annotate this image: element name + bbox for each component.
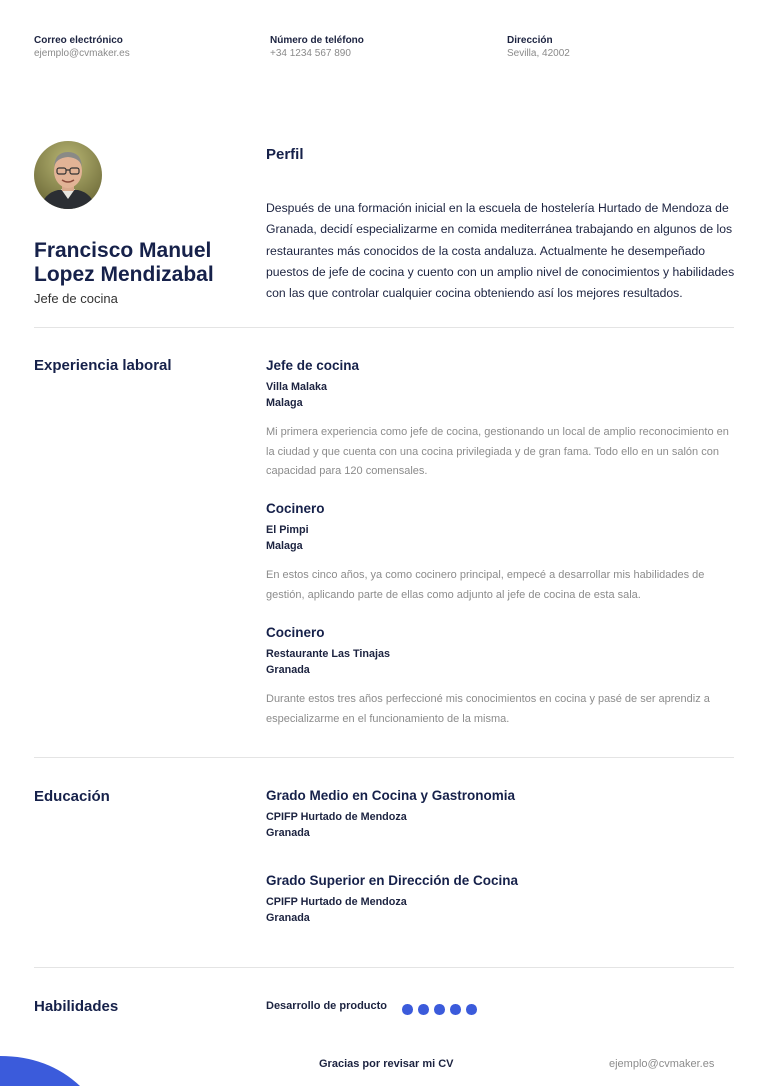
candidate-name-line1: Francisco Manuel <box>34 239 212 262</box>
divider <box>34 757 734 758</box>
education-heading: Educación <box>34 788 110 805</box>
contact-phone-label: Número de teléfono <box>270 35 364 46</box>
candidate-name-line2: Lopez Mendizabal <box>34 263 214 286</box>
avatar <box>34 141 102 209</box>
contact-email-label: Correo electrónico <box>34 35 123 46</box>
contact-email-value[interactable]: ejemplo@cvmaker.es <box>34 48 130 59</box>
skill-level-dot <box>402 1004 413 1015</box>
candidate-job-title: Jefe de cocina <box>34 291 118 306</box>
education-title: Grado Superior en Dirección de Cocina <box>266 873 519 888</box>
corner-decoration <box>0 1056 90 1086</box>
skills-heading: Habilidades <box>34 998 119 1015</box>
experience-company: Restaurante Las Tinajas <box>266 648 391 660</box>
experience-description: Mi primera experiencia como jefe de cocina, gestionando un local de amplio reconocimiento en la ciudad y que cuenta con una cocina privilegiada y de gran fama. Todo ello en un salón con capacidad para 120 comensales. <box>266 426 729 477</box>
experience-title: Cocinero <box>266 501 325 516</box>
experience-description: Durante estos tres años perfeccioné mis conocimientos en cocina y pasé de ser aprendiz a especializarme en el funcionamiento de la misma. <box>266 693 710 725</box>
education-title: Grado Medio en Cocina y Gastronomia <box>266 788 516 803</box>
skill-level-dot <box>434 1004 445 1015</box>
education-city: Granada <box>266 912 310 924</box>
experience-title: Jefe de cocina <box>266 358 360 373</box>
experience-description: En estos cinco años, ya como cocinero principal, empecé a desarrollar mis habilidades de gestión, aplicando parte de ellas como adjunto al jefe de cocina de esta sala. <box>266 569 705 601</box>
experience-title: Cocinero <box>266 625 325 640</box>
experience-entry <box>266 500 736 605</box>
skill-name: Desarrollo de producto <box>266 1000 388 1012</box>
contact-address <box>507 35 570 60</box>
contact-address-label: Dirección <box>507 35 553 46</box>
experience-entry <box>266 624 736 729</box>
profile-photo <box>34 141 102 209</box>
experience-city: Malaga <box>266 540 303 552</box>
profile-heading: Perfil <box>266 146 304 163</box>
profile-text: Después de una formación inicial en la escuela de hostelería Hurtado de Mendoza de Granada, decidí especializarme en comida mediterránea trabajando en algunos de los restaurantes más conocidos de la costa andaluza. Actualmente he desempeñado puestos de jefe de cocina y cuento con un amplio nivel de conocimientos y habilidades con las que controlar cualquier cocina obteniendo así los mejores resultados. <box>266 201 735 301</box>
candidate-name <box>34 239 254 287</box>
footer-email[interactable]: ejemplo@cvmaker.es <box>609 1058 715 1070</box>
experience-entry <box>266 357 736 482</box>
experience-company: El Pimpi <box>266 524 309 536</box>
experience-city: Malaga <box>266 397 303 409</box>
skill-level-dots <box>402 1004 477 1015</box>
education-entry <box>266 787 736 841</box>
contact-address-value: Sevilla, 42002 <box>507 48 570 59</box>
contact-phone <box>270 35 364 60</box>
education-city: Granada <box>266 827 310 839</box>
experience-heading: Experiencia laboral <box>34 357 172 374</box>
footer-thanks: Gracias por revisar mi CV <box>319 1058 454 1070</box>
contact-phone-value[interactable]: +34 1234 567 890 <box>270 48 351 59</box>
education-school: CPIFP Hurtado de Mendoza <box>266 811 407 823</box>
education-entry <box>266 872 736 926</box>
divider <box>34 327 734 328</box>
divider <box>34 967 734 968</box>
education-school: CPIFP Hurtado de Mendoza <box>266 896 407 908</box>
contact-email <box>34 35 130 60</box>
skill-level-dot <box>466 1004 477 1015</box>
skill-level-dot <box>450 1004 461 1015</box>
experience-city: Granada <box>266 664 310 676</box>
experience-company: Villa Malaka <box>266 381 328 393</box>
skill-level-dot <box>418 1004 429 1015</box>
